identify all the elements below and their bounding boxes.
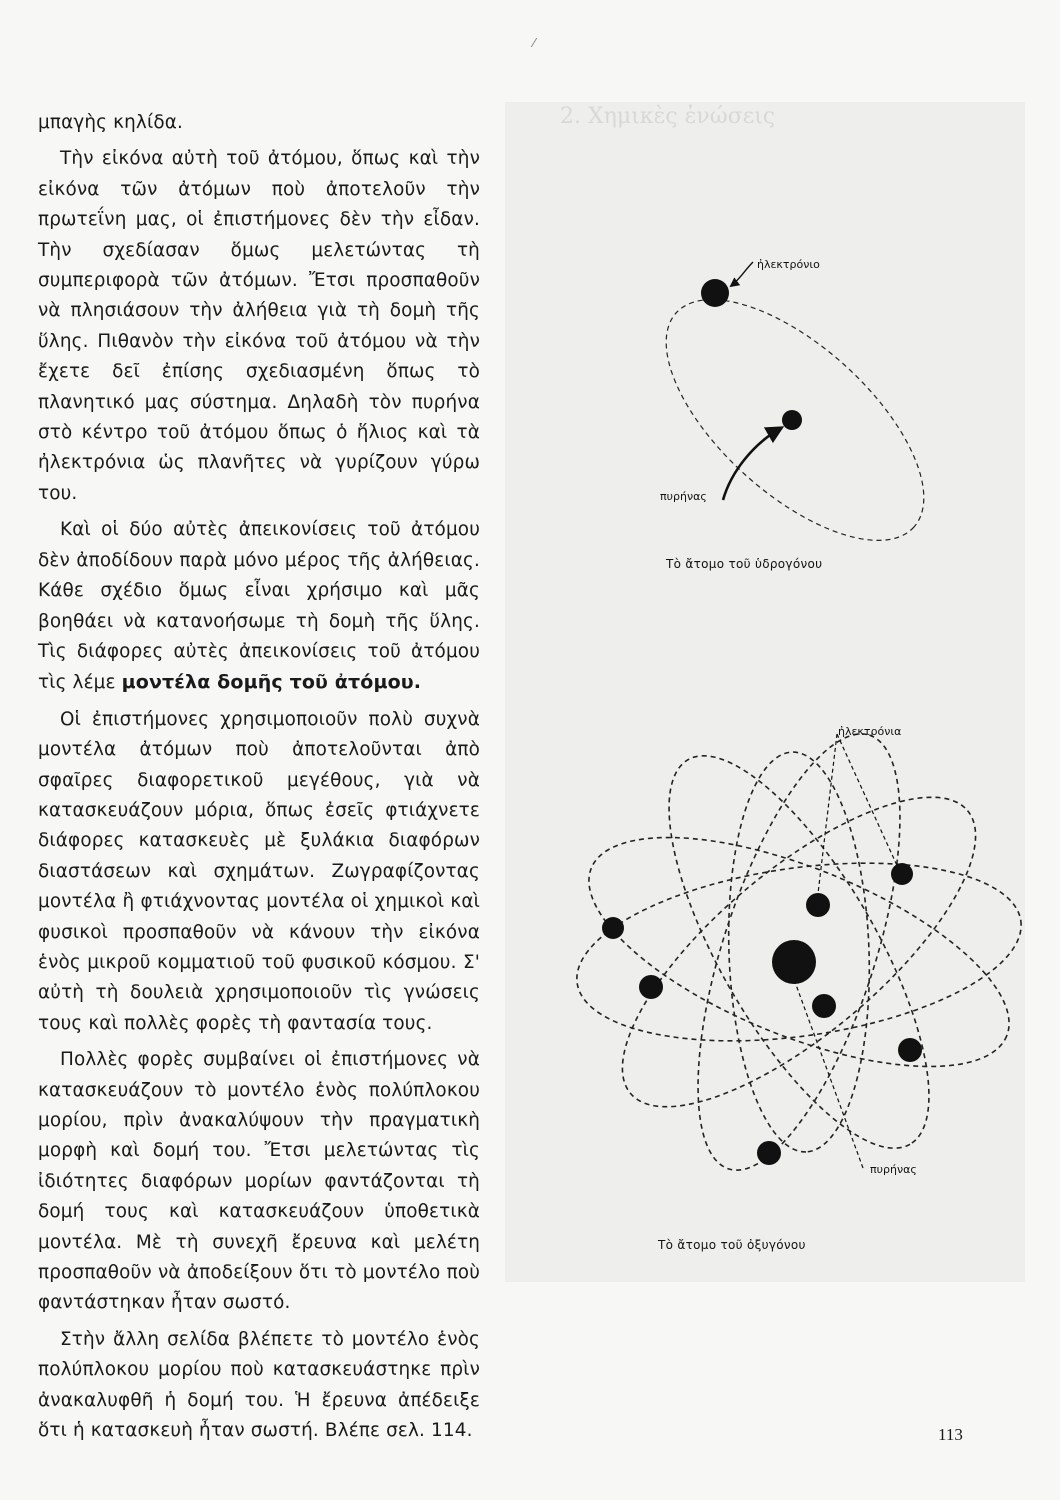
oxygen-nucleus (772, 940, 816, 984)
oxygen-electron-4 (639, 975, 663, 999)
electron-label: ἠλεκτρόνιο (757, 258, 820, 271)
paragraph-1: μπαγὴς κηλίδα. (38, 112, 183, 133)
paragraph-5: Πολλὲς φορὲς συμβαίνει οἱ ἐπιστήμονες νὰ κατασκευάζουν τὸ μοντέλο ἑνὸς πολύπλοκου μορίου, πρὶν ἀνακαλύψουν τὴν πραγματικὴ μορφὴ καὶ δομή του. Ἔτσι μελετώντας τὶς ἰδιότητες διαφόρων μορίων φαντάζονται τὴ δομή τους καὶ κατασκευάζουν ὑποθετικὰ μοντέλα. Μὲ τὴ συνεχῆ ἔρευνα καὶ μελέτη προσπαθοῦν νὰ ἀποδείξουν ὅτι τὸ μοντέλο ποὺ φαντάστηκαν ἦταν σωστό. (38, 1049, 480, 1314)
oxygen-nucleus-label: πυρήνας (870, 1163, 917, 1176)
paragraph-6: Στὴν ἄλλη σελίδα βλέπετε τὸ μοντέλο ἑνὸς πολύπλοκου μορίου ποὺ κατασκευάστηκε πρὶν ἀνακαλυφθῆ ἡ δομή του. Ἡ ἔρευνα ἀπέδειξε ὅτι ἡ κατασκευὴ ἦταν σωστή. Βλέπε σελ. 114. (38, 1328, 480, 1442)
oxygen-caption: Τὸ ἄτομο τοῦ ὀξυγόνου (658, 1238, 806, 1252)
page-number: 113 (938, 1425, 963, 1444)
text-column (38, 108, 480, 1452)
paragraph-3 (38, 515, 480, 698)
electron-pointer (731, 262, 753, 286)
oxygen-electron-7 (757, 1141, 781, 1165)
oxygen-particles (602, 863, 922, 1165)
nucleus-pointer (723, 428, 781, 500)
term-atom-models: μοντέλα δομῆς τοῦ ἀτόμου. (121, 671, 422, 694)
hydrogen-nucleus-label: πυρήνας (660, 490, 707, 503)
paragraph-2: Τὴν εἰκόνα αὐτὴ τοῦ ἀτόμου, ὅπως καὶ τὴν εἰκόνα τῶν ἀτόμων ποὺ ἀποτελοῦν τὴν πρωτεΐνη μας, οἱ ἐπιστήμονες δὲν τὴν εἶδαν. Τὴν σχεδίασαν ὅμως μελετώντας τὴ συμπεριφορὰ τῶν ἀτόμων. Ἔτσι προσπαθοῦν νὰ πλησιάσουν τὴν ἀλήθεια γιὰ τὴ δομὴ τῆς ὕλης. Πιθανὸν τὴν εἰκόνα τοῦ ἀτόμου νὰ τὴν ἔχετε δεῖ ἐπίσης σχεδιασμένη ὅπως τὸ πλανητικό μας σύστημα. Δηλαδὴ τὸν πυρήνα στὸ κέντρο τοῦ ἀτόμου ὅπως ὁ ἥλιος καὶ τὰ ἠλεκτρόνια ὡς πλανῆτες νὰ γυρίζουν γύρω του. (38, 148, 480, 504)
hydrogen-electron (701, 279, 729, 307)
atom-figures (505, 102, 1025, 1282)
oxygen-electron-1 (891, 863, 913, 885)
hydrogen-atom-diagram (627, 258, 964, 582)
hydrogen-caption: Τὸ ἄτομο τοῦ ὑδρογόνου (666, 557, 823, 571)
paragraph-3-text: Καὶ οἱ δύο αὐτὲς ἀπεικονίσεις τοῦ ἀτόμου δὲν ἀποδίδουν παρὰ μόνο μέρος τῆς ἀλήθειας. Κάθε σχέδιο ὅμως εἶναι χρήσιμο καὶ μᾶς βοηθάει νὰ κατανοήσωμε τὴ δομὴ τῆς ὕλης. Τὶς διάφορες αὐτὲς ἀπεικονίσεις τοῦ ἀτόμου τὶς λέμε (38, 519, 480, 694)
ghost-heading: 2. Χημικὲς ἑνώσεις (560, 104, 776, 129)
hydrogen-nucleus (782, 410, 802, 430)
stray-mark: ⁄ (533, 36, 536, 50)
electrons-label: ἠλεκτρόνια (838, 725, 902, 738)
oxygen-electron-3 (602, 917, 624, 939)
oxygen-electron-5 (812, 994, 836, 1018)
paragraph-4: Οἱ ἐπιστήμονες χρησιμοποιοῦν πολὺ συχνὰ μοντέλα ἀτόμων ποὺ ἀποτελοῦνται ἀπὸ σφαῖρες διαφορετικοῦ μεγέθους, γιὰ νὰ κατασκευάζουν μόρια, ὅπως ἐσεῖς φτιάχνετε διάφορες κατασκευὲς μὲ ξυλάκια διαφόρων διαστάσεων καὶ σχημάτων. Ζωγραφίζοντας μοντέλα ἢ φτιάχνοντας μοντέλα οἱ χημικοὶ καὶ φυσικοὶ προσπαθοῦν νὰ κάνουν τὴν εἰκόνα ἑνὸς μικροῦ κομματιοῦ τοῦ φυσικοῦ κόσμου. Σ' αὐτὴ τὴ δουλειὰ χρησιμοποιοῦν τὶς γνώσεις τους καὶ πολλὲς φορὲς τὴ φαντασία τους. (38, 708, 480, 1034)
oxygen-electron-6 (898, 1038, 922, 1062)
